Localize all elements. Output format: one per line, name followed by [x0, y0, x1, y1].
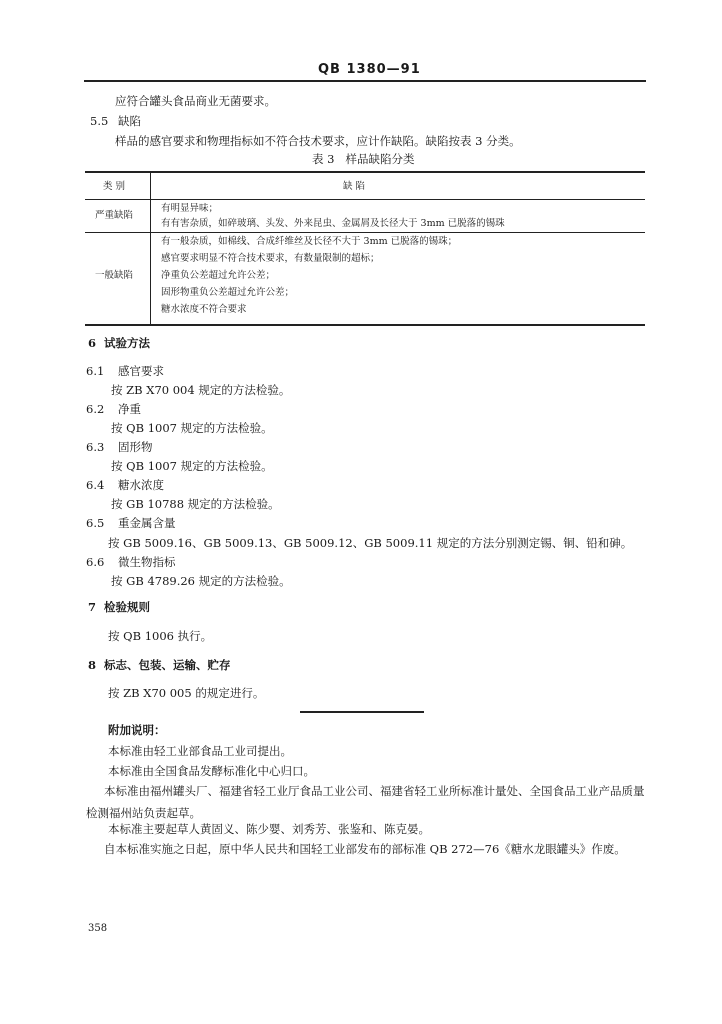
- notes-line: 本标准主要起草人黄固义、陈少婴、刘秀芳、张鉴和、陈克晏。: [108, 822, 430, 836]
- section-7-number: 7: [88, 600, 97, 614]
- end-divider: [300, 711, 424, 713]
- column-header-defect: 缺 陷: [343, 181, 366, 192]
- section-6-5-title: 重金属含量: [118, 516, 176, 530]
- general-defect-item: 糖水浓度不符合要求: [161, 304, 247, 315]
- table-caption-number: 表 3: [312, 152, 335, 166]
- general-defect-item: 感官要求明显不符合技术要求，有数量限制的超标；: [161, 253, 380, 264]
- section-6-2-title: 净重: [118, 402, 141, 416]
- section-6-6-text: 按 GB 4789.26 规定的方法检验。: [111, 574, 291, 588]
- notes-line: 本标准由轻工业部食品工业司提出。: [108, 744, 292, 758]
- section-8-text: 按 ZB X70 005 的规定进行。: [108, 686, 265, 700]
- section-7-text: 按 QB 1006 执行。: [108, 629, 213, 643]
- section-8-title: 标志、包装、运输、贮存: [104, 658, 231, 672]
- row-category-serious: 严重缺陷: [95, 210, 134, 221]
- standard-code: QB 1380—91: [318, 62, 421, 77]
- notes-line: 本标准由全国食品发酵标准化中心归口。: [108, 764, 315, 778]
- header-rule: [84, 80, 646, 82]
- column-header-category: 类 别: [103, 181, 126, 192]
- row-category-general: 一般缺陷: [95, 270, 134, 281]
- section-6-2-text: 按 QB 1007 规定的方法检验。: [111, 421, 273, 435]
- section-6-4-text: 按 GB 10788 规定的方法检验。: [111, 497, 280, 511]
- notes-line: 本标准由福州罐头厂、福建省轻工业厅食品工业公司、福建省轻工业所标准计量处、全国食品工业产品质量检测福州站负责起草。: [86, 784, 645, 820]
- section-6-6-title: 微生物指标: [118, 555, 176, 569]
- intro-line: 应符合罐头食品商业无菌要求。: [115, 94, 276, 108]
- page-number: 358: [88, 923, 108, 934]
- section-6-number: 6: [88, 336, 97, 350]
- section-6-4-title: 糖水浓度: [118, 478, 164, 492]
- defect-classification-table: [85, 171, 645, 325]
- section-6-1-text: 按 ZB X70 004 规定的方法检验。: [111, 383, 291, 397]
- section-6-2-number: 6.2: [86, 402, 105, 416]
- section-5-5-text: 样品的感官要求和物理指标如不符合技术要求，应计作缺陷。缺陷按表 3 分类。: [115, 134, 521, 148]
- serious-defect-item: 有明显异味；: [161, 203, 219, 214]
- section-7-title: 检验规则: [104, 600, 150, 614]
- section-6-3-text: 按 QB 1007 规定的方法检验。: [111, 459, 273, 473]
- general-defect-item: 固形物重负公差超过允许公差；: [161, 287, 295, 298]
- section-6-1-number: 6.1: [86, 364, 105, 378]
- notes-line: 自本标准实施之日起，原中华人民共和国轻工业部发布的部标准 QB 272—76《糖水龙眼罐头》作废。: [104, 842, 626, 856]
- section-5-5-title: 缺陷: [118, 114, 141, 128]
- serious-defect-item: 有有害杂质，如碎玻璃、头发、外来昆虫、金属屑及长径大于 3mm 已脱落的锡珠: [161, 218, 505, 229]
- section-8-number: 8: [88, 658, 97, 672]
- table-caption-title: 样品缺陷分类: [345, 152, 415, 166]
- general-defect-item: 净重负公差超过允许公差；: [161, 270, 276, 281]
- notes-heading: 附加说明：: [108, 723, 166, 737]
- general-defect-item: 有一般杂质，如棉线、合成纤维丝及长径不大于 3mm 已脱落的锡珠；: [161, 236, 458, 247]
- section-5-5-number: 5.5: [90, 114, 109, 128]
- section-6-4-number: 6.4: [86, 478, 105, 492]
- section-6-3-number: 6.3: [86, 440, 105, 454]
- section-6-title: 试验方法: [104, 336, 150, 350]
- section-6-6-number: 6.6: [86, 555, 105, 569]
- table-caption: [312, 153, 414, 167]
- section-6-1-title: 感官要求: [118, 364, 164, 378]
- section-6-3-title: 固形物: [118, 440, 153, 454]
- section-6-5-number: 6.5: [86, 516, 105, 530]
- section-6-5-text: 按 GB 5009.16、GB 5009.13、GB 5009.12、GB 5009.11 规定的方法分别测定锡、铜、铅和砷。: [108, 536, 633, 550]
